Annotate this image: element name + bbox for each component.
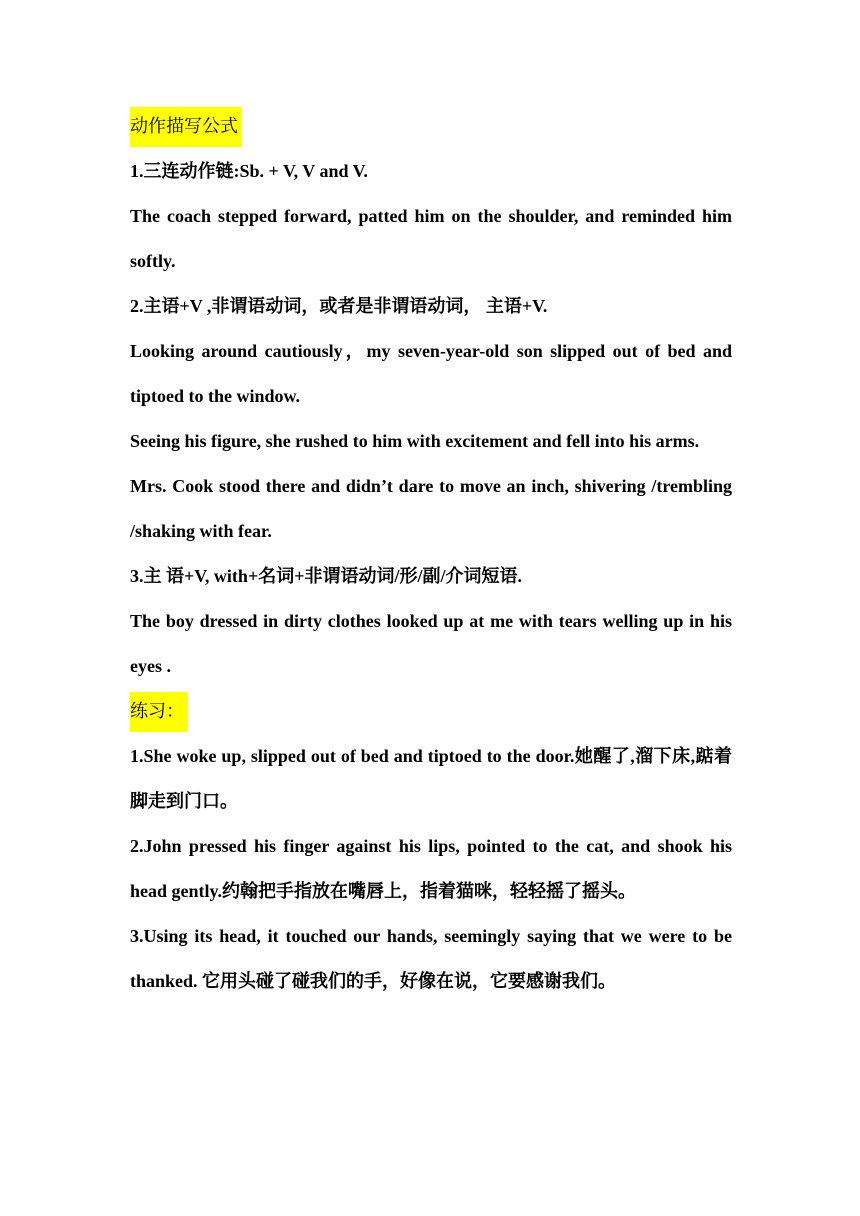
example-2b: Seeing his figure, she rushed to him with excitement and fell into his arms. [130, 431, 700, 451]
document-body [130, 104, 732, 1004]
highlighted-heading: 练习： [130, 692, 188, 732]
practice-3: 3.Using its head, it touched our hands, seemingly saying that we were to be thanked. 它用头碰了碰我们的手，好像在说，它要感谢我们。 [130, 926, 732, 991]
example-3: The boy dressed in dirty clothes looked up at me with tears welling up in his eyes . [130, 611, 732, 676]
example-2a: Looking around cautiously，my seven-year-old son slipped out of bed and tiptoed to the window. [130, 341, 732, 406]
example-1: The coach stepped forward, patted him on the shoulder, and reminded him softly. [130, 206, 732, 271]
practice-2: 2.John pressed his finger against his lips, pointed to the cat, and shook his head gently.约翰把手指放在嘴唇上，指着猫咪，轻轻摇了摇头。 [130, 836, 732, 901]
highlighted-heading: 动作描写公式 [130, 107, 242, 147]
practice-1: 1.She woke up, slipped out of bed and tiptoed to the door.她醒了,溜下床,踮着脚走到门口。 [130, 746, 732, 811]
rule-3: 3.主 语+V, with+名词+非谓语动词/形/副/介词短语. [130, 566, 522, 586]
rule-1: 1.三连动作链:Sb. + V, V and V. [130, 161, 368, 181]
rule-2: 2.主语+V ,非谓语动词，或者是非谓语动词， 主语+V. [130, 296, 548, 316]
section-heading-formula [130, 104, 732, 149]
example-2c: Mrs. Cook stood there and didn’t dare to move an inch, shivering /trembling /shaking with fear. [130, 476, 732, 541]
section-heading-practice [130, 689, 732, 734]
